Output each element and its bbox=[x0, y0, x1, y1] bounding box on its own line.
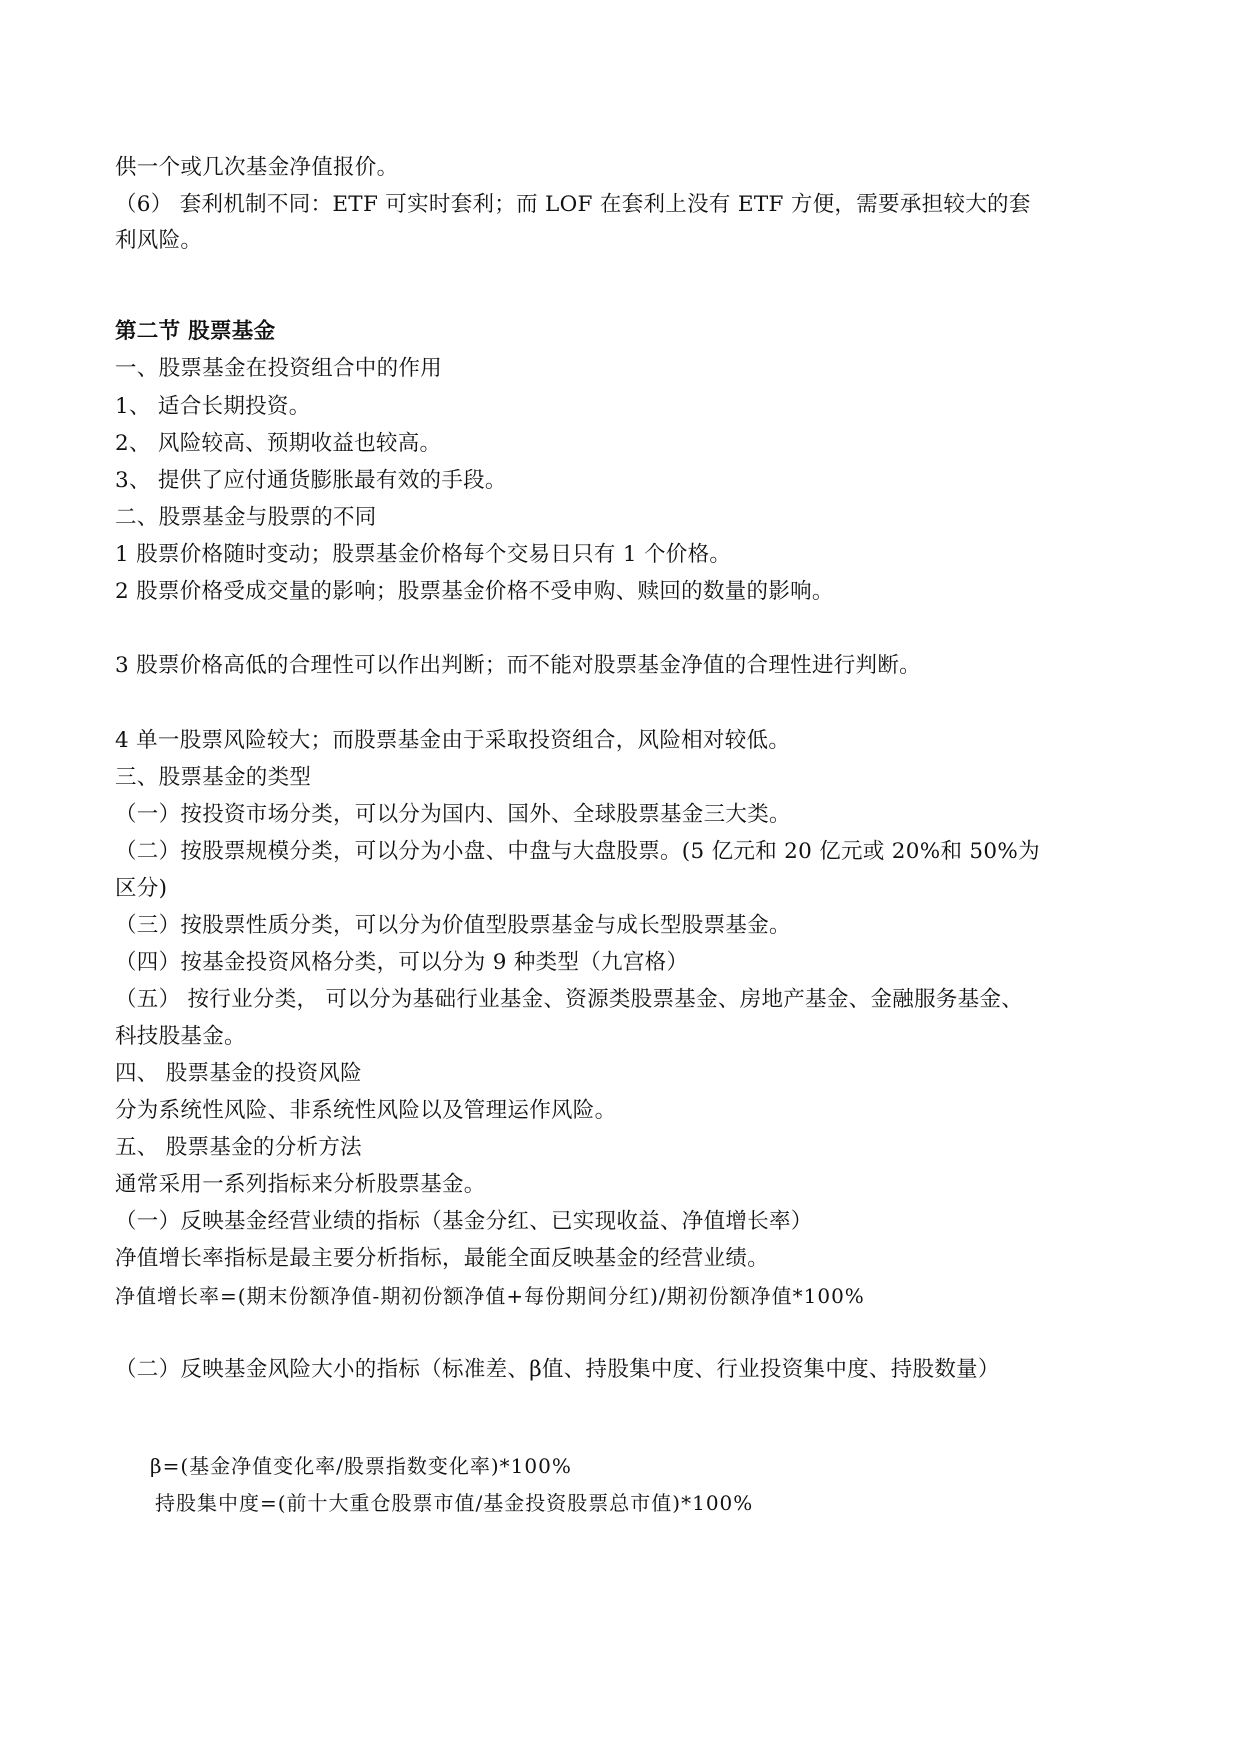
list-item: （一）反映基金经营业绩的指标（基金分红、已实现收益、净值增长率） bbox=[115, 1209, 813, 1234]
text-line: （6） 套利机制不同：ETF 可实时套利；而 LOF 在套利上没有 ETF 方便，需要承担较大的套 bbox=[115, 192, 1031, 217]
subsection-heading: 五、 股票基金的分析方法 bbox=[115, 1135, 362, 1160]
text-line: 科技股基金。 bbox=[115, 1024, 246, 1049]
list-item: （五） 按行业分类， 可以分为基础行业基金、资源类股票基金、房地产基金、金融服务基金、 bbox=[115, 987, 1024, 1012]
text-line: 区分) bbox=[115, 876, 168, 901]
list-item: 4 单一股票风险较大；而股票基金由于采取投资组合，风险相对较低。 bbox=[115, 728, 791, 753]
text-line: 通常采用一系列指标来分析股票基金。 bbox=[115, 1172, 486, 1197]
text-line: 净值增长率指标是最主要分析指标，最能全面反映基金的经营业绩。 bbox=[115, 1246, 770, 1271]
text-line: 供一个或几次基金净值报价。 bbox=[115, 155, 399, 180]
list-item: （二）反映基金风险大小的指标（标准差、β值、持股集中度、行业投资集中度、持股数量） bbox=[115, 1357, 1000, 1382]
formula-line: β=(基金净值变化率/股票指数变化率)*100% bbox=[150, 1454, 572, 1478]
text-line: 利风险。 bbox=[115, 228, 203, 253]
list-item: 1、 适合长期投资。 bbox=[115, 394, 311, 419]
formula-line: 持股集中度=(前十大重仓股票市值/基金投资股票总市值)*100% bbox=[155, 1491, 754, 1515]
subsection-heading: 一、股票基金在投资组合中的作用 bbox=[115, 356, 443, 381]
list-item: 1 股票价格随时变动；股票基金价格每个交易日只有 1 个价格。 bbox=[115, 542, 732, 567]
subsection-heading: 三、股票基金的类型 bbox=[115, 765, 312, 790]
section-heading: 第二节 股票基金 bbox=[115, 319, 276, 344]
list-item: （一）按投资市场分类，可以分为国内、国外、全球股票基金三大类。 bbox=[115, 802, 791, 827]
subsection-heading: 二、股票基金与股票的不同 bbox=[115, 505, 377, 530]
list-item: （四）按基金投资风格分类，可以分为 9 种类型（九宫格） bbox=[115, 950, 689, 975]
list-item: （二）按股票规模分类，可以分为小盘、中盘与大盘股票。(5 亿元和 20 亿元或 20%和 50%为 bbox=[115, 839, 1040, 864]
list-item: 3 股票价格高低的合理性可以作出判断；而不能对股票基金净值的合理性进行判断。 bbox=[115, 653, 921, 678]
list-item: （三）按股票性质分类，可以分为价值型股票基金与成长型股票基金。 bbox=[115, 913, 791, 938]
text-line: 分为系统性风险、非系统性风险以及管理运作风险。 bbox=[115, 1098, 617, 1123]
list-item: 3、 提供了应付通货膨胀最有效的手段。 bbox=[115, 468, 507, 493]
formula-line: 净值增长率=(期末份额净值-期初份额净值+每份期间分红)/期初份额净值*100% bbox=[115, 1284, 865, 1308]
list-item: 2、 风险较高、预期收益也较高。 bbox=[115, 431, 442, 456]
subsection-heading: 四、 股票基金的投资风险 bbox=[115, 1061, 362, 1086]
list-item: 2 股票价格受成交量的影响；股票基金价格不受申购、赎回的数量的影响。 bbox=[115, 579, 834, 604]
